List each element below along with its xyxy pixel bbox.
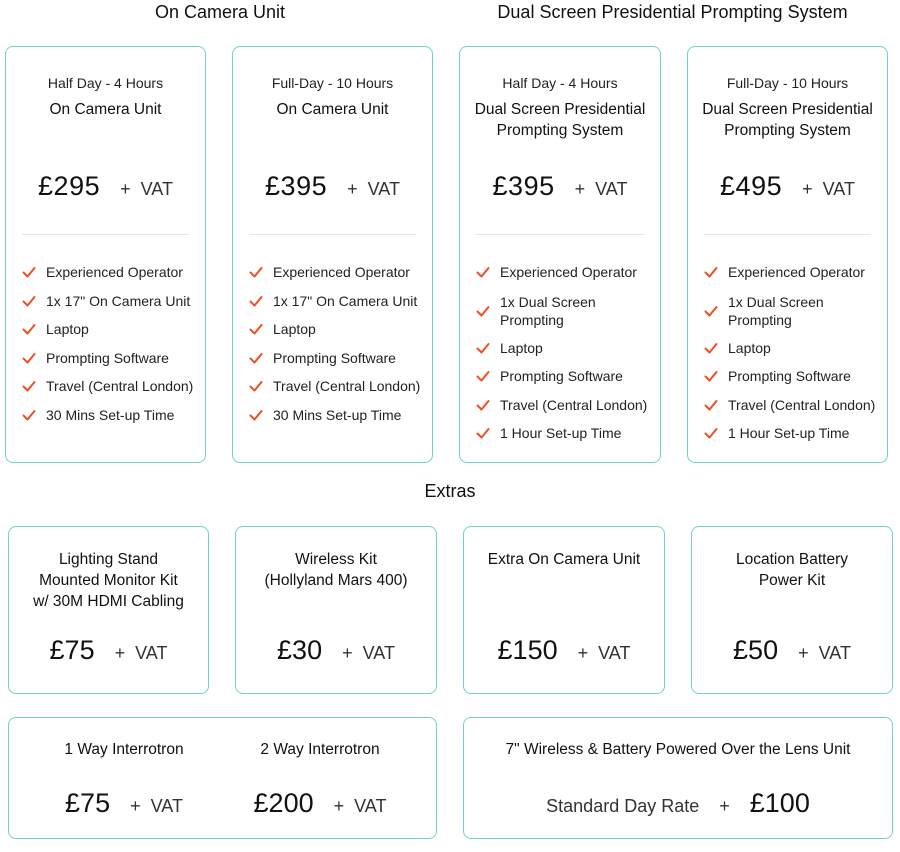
price-amount: £50 (733, 635, 779, 665)
extra-price (464, 635, 664, 666)
heading-on-camera-unit: On Camera Unit (154, 2, 286, 22)
package-name: Dual Screen Presidential Prompting System (474, 101, 646, 139)
feature-item: 30 Mins Set-up Time (20, 406, 197, 435)
divider (704, 234, 871, 235)
feature-item: Prompting Software (20, 349, 197, 378)
extra-card-location-battery (691, 526, 893, 694)
feature-item: Laptop (702, 339, 879, 368)
check-icon (704, 341, 718, 355)
package-duration: Half Day - 4 Hours (502, 75, 618, 91)
check-icon (476, 265, 490, 279)
feature-item: Experienced Operator (247, 263, 424, 292)
one-way-interrotron-title: 1 Way Interrotron (64, 741, 184, 758)
package-duration: Half Day - 4 Hours (47, 75, 164, 91)
feature-list (247, 263, 424, 434)
package-price (688, 171, 887, 202)
plus-sign: + (333, 796, 345, 816)
price-amount: £75 (65, 788, 111, 818)
feature-list (474, 263, 652, 453)
feature-item: Travel (Central London) (20, 377, 197, 406)
package-name: On Camera Unit (276, 101, 389, 118)
vat-label: VAT (362, 643, 395, 663)
package-price (233, 171, 432, 202)
check-icon (22, 408, 36, 422)
feature-item: 1x 17" On Camera Unit (20, 292, 197, 321)
package-price (460, 171, 660, 202)
feature-item: 1 Hour Set-up Time (702, 424, 879, 453)
check-icon (249, 322, 263, 336)
one-way-interrotron-price (19, 788, 229, 819)
extra-price (9, 635, 208, 666)
check-icon (704, 426, 718, 440)
check-icon (476, 398, 490, 412)
feature-item: Laptop (247, 320, 424, 349)
check-icon (249, 294, 263, 308)
extra-title: Extra On Camera Unit (487, 551, 641, 568)
feature-item: 1 Hour Set-up Time (474, 424, 652, 453)
feature-item: 30 Mins Set-up Time (247, 406, 424, 435)
interrotron-card (8, 717, 437, 839)
feature-item: Laptop (20, 320, 197, 349)
plus-sign: + (342, 643, 353, 663)
plus-sign: + (798, 643, 809, 663)
check-icon (22, 351, 36, 365)
check-icon (476, 304, 490, 318)
check-icon (22, 322, 36, 336)
feature-item: Experienced Operator (702, 263, 879, 292)
feature-item: Prompting Software (474, 367, 652, 396)
feature-item: Experienced Operator (474, 263, 652, 292)
plus-sign: + (577, 643, 589, 663)
extra-card-wireless-kit (235, 526, 437, 694)
package-card-3 (459, 46, 661, 463)
check-icon (249, 351, 263, 365)
two-way-interrotron-title: 2 Way Interrotron (260, 741, 380, 758)
extra-card-lighting-stand (8, 526, 209, 694)
check-icon (249, 408, 263, 422)
vat-label: VAT (818, 643, 851, 663)
lens-unit-title: 7" Wireless & Battery Powered Over the Lens Unit (505, 741, 851, 758)
feature-item: Travel (Central London) (474, 396, 652, 425)
check-icon (476, 341, 490, 355)
extra-title: Location Battery Power Kit (735, 551, 848, 589)
divider (476, 234, 644, 235)
price-amount: £295 (38, 171, 101, 201)
feature-list (702, 263, 879, 453)
rate-label: Standard Day Rate (546, 796, 700, 816)
check-icon (22, 294, 36, 308)
price-amount: £200 (253, 788, 314, 818)
extra-price (692, 635, 892, 666)
extra-card-extra-on-camera-unit (463, 526, 665, 694)
divider (249, 234, 416, 235)
check-icon (249, 379, 263, 393)
price-amount: £30 (277, 635, 323, 665)
package-card-2 (232, 46, 433, 463)
price-amount: £395 (265, 171, 328, 201)
vat-label: VAT (354, 796, 387, 816)
plus-sign: + (347, 179, 358, 199)
two-way-interrotron-price (215, 788, 425, 819)
price-amount: £100 (749, 788, 810, 818)
feature-item: 1x Dual Screen Prompting (702, 292, 879, 339)
vat-label: VAT (598, 643, 631, 663)
check-icon (476, 369, 490, 383)
feature-item: Prompting Software (702, 367, 879, 396)
check-icon (249, 265, 263, 279)
feature-item: Experienced Operator (20, 263, 197, 292)
check-icon (476, 426, 490, 440)
feature-item: 1x Dual Screen Prompting (474, 292, 652, 339)
check-icon (22, 379, 36, 393)
feature-list (20, 263, 197, 434)
extra-price (236, 635, 436, 666)
feature-item: Travel (Central London) (702, 396, 879, 425)
vat-label: VAT (135, 643, 168, 663)
extra-title: Lighting Stand Mounted Monitor Kit w/ 30M HDMI Cabling (33, 551, 184, 610)
vat-label: VAT (595, 179, 628, 199)
package-card-1 (5, 46, 206, 463)
feature-item: Travel (Central London) (247, 377, 424, 406)
vat-label: VAT (140, 179, 173, 199)
lens-unit-price (464, 788, 892, 819)
price-amount: £495 (720, 171, 783, 201)
plus-sign: + (120, 179, 131, 199)
check-icon (704, 398, 718, 412)
extra-title: Wireless Kit (Hollyland Mars 400) (264, 551, 408, 589)
package-name: On Camera Unit (49, 101, 162, 118)
plus-sign: + (114, 643, 126, 663)
feature-item: Prompting Software (247, 349, 424, 378)
check-icon (704, 265, 718, 279)
heading-extras: Extras (424, 481, 476, 501)
vat-label: VAT (367, 179, 400, 199)
price-amount: £395 (492, 171, 555, 201)
over-the-lens-card (463, 717, 893, 839)
plus-sign: + (574, 179, 586, 199)
package-price (6, 171, 205, 202)
package-duration: Full-Day - 10 Hours (726, 75, 849, 91)
divider (22, 234, 189, 235)
vat-label: VAT (150, 796, 183, 816)
feature-item: 1x 17" On Camera Unit (247, 292, 424, 321)
check-icon (704, 369, 718, 383)
price-amount: £150 (497, 635, 558, 665)
check-icon (704, 304, 718, 318)
package-name: Dual Screen Presidential Prompting System (702, 101, 873, 139)
feature-item: Laptop (474, 339, 652, 368)
check-icon (22, 265, 36, 279)
heading-dual-screen: Dual Screen Presidential Prompting System (497, 2, 848, 22)
plus-sign: + (719, 796, 730, 816)
vat-label: VAT (822, 179, 855, 199)
package-duration: Full-Day - 10 Hours (271, 75, 394, 91)
plus-sign: + (130, 796, 141, 816)
plus-sign: + (802, 179, 813, 199)
price-amount: £75 (49, 635, 95, 665)
package-card-4 (687, 46, 888, 463)
